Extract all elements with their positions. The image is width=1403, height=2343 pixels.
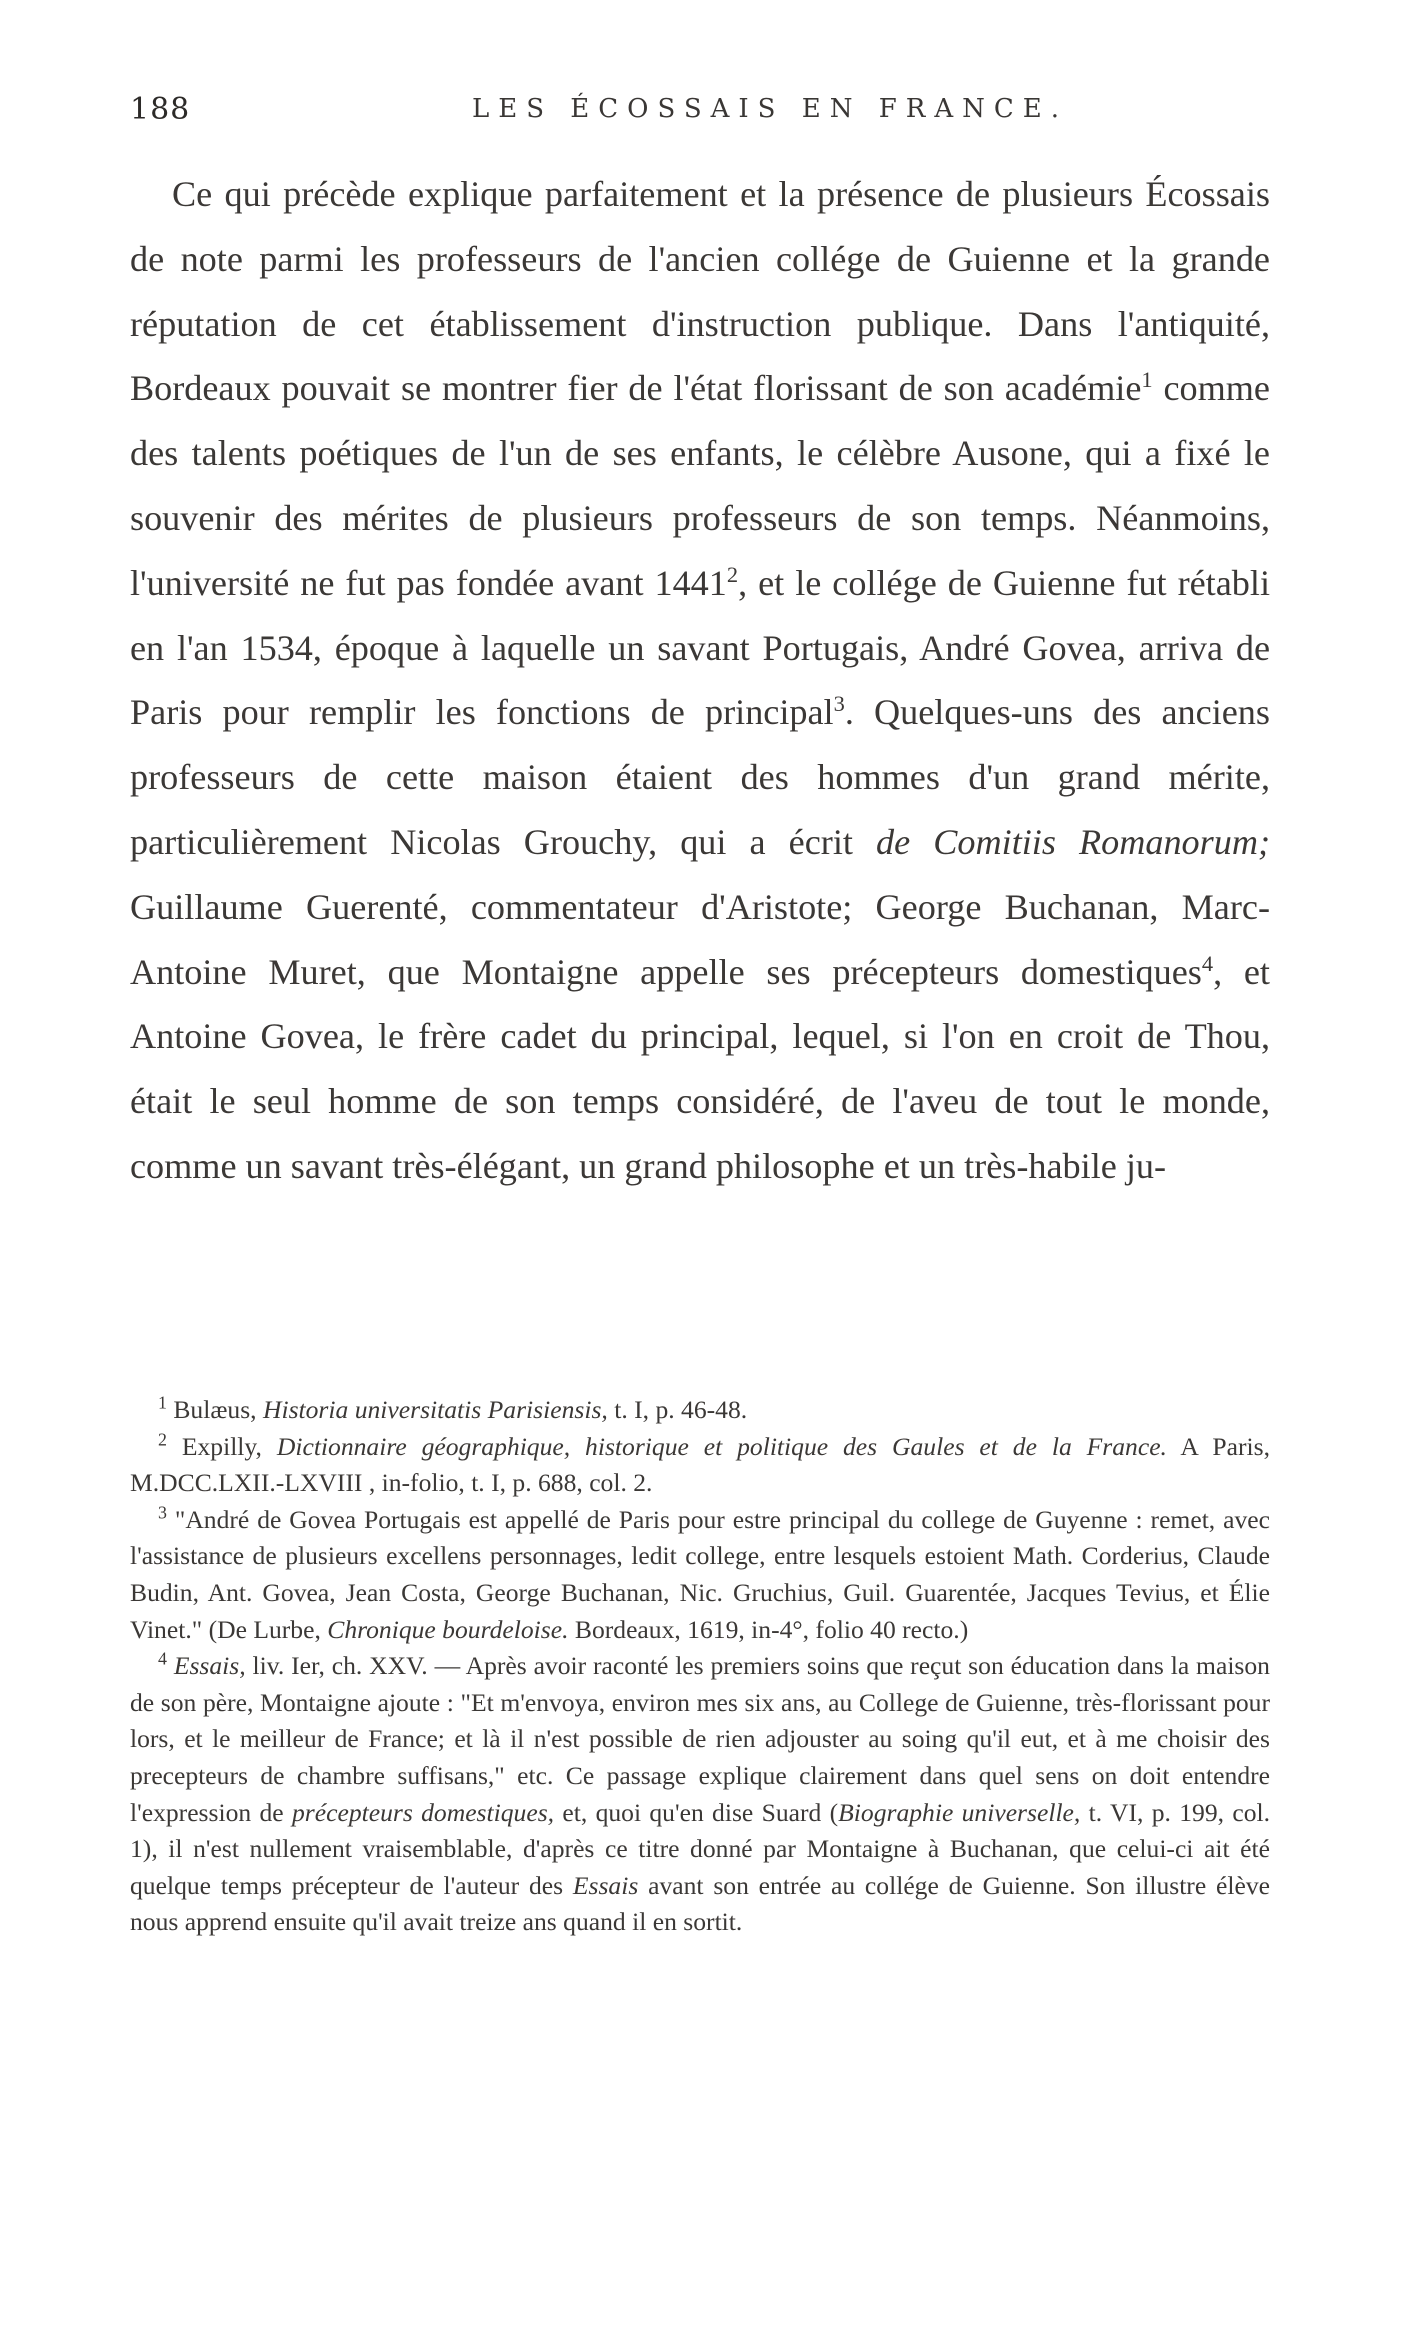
text-run: A Paris, M.DCC.LXII.-LXVIII , in-folio, t. I, p. 688, col. 2. xyxy=(130,1431,1270,1498)
footnote-marker-2: 2 xyxy=(726,561,739,587)
text-run: Bordeaux, 1619, in-4°, folio 40 recto.) xyxy=(568,1614,969,1644)
citation-italic: précepteurs domestiques, xyxy=(291,1797,555,1827)
footnote-number: 1 xyxy=(158,1392,167,1413)
text-run: comme des talents poétiques de l'un de ses enfants, le célèbre Ausone, qui a fixé le souvenir des mérites de plusieurs professeurs de son temps. Néanmoins, l'université ne fut pas fondée avant 1441 xyxy=(130,368,1270,603)
footnote-number: 4 xyxy=(158,1648,167,1669)
footnote-number: 2 xyxy=(158,1429,167,1450)
footnotes xyxy=(130,1392,1270,1941)
text-run: Guillaume Guerenté, commentateur d'Aristote; George Buchanan, Marc-Antoine Muret, que Montaigne appelle ses précepteurs domestiques xyxy=(130,886,1270,992)
running-title: LES ÉCOSSAIS EN FRANCE. xyxy=(471,94,1069,124)
citation-italic: Dictionnaire géographique, historique et politique des Gaules et de la France. xyxy=(276,1431,1167,1461)
text-run: , et Antoine Govea, le frère cadet du principal, lequel, si l'on en croit de Thou, était le seul homme de son temps considéré, de l'aveu de tout le monde, comme un savant très-élégant, un grand philosophe et un très-habile ju- xyxy=(130,951,1270,1186)
paragraph xyxy=(130,162,1270,1199)
footnote-number: 3 xyxy=(158,1502,167,1523)
text-run: Expilly, xyxy=(181,1431,277,1461)
text-run: avant son entrée au collége de Guienne. Son illustre élève nous apprend ensuite qu'il avait treize ans quand il en sortit. xyxy=(130,1870,1270,1937)
citation-italic: Biographie universelle, xyxy=(838,1797,1081,1827)
footnote-2 xyxy=(130,1429,1270,1502)
citation-italic: Historia universitatis Parisiensis, xyxy=(262,1395,608,1424)
citation-italic: Essais, xyxy=(173,1651,246,1681)
footnote-3 xyxy=(130,1502,1270,1648)
page-header xyxy=(130,92,1270,142)
page-number: 188 xyxy=(130,92,191,127)
book-title-italic: de Comitiis Romanorum; xyxy=(876,821,1270,862)
text-run: et, quoi qu'en dise Suard ( xyxy=(554,1797,839,1827)
footnote-marker-3: 3 xyxy=(833,691,845,717)
footnote-1 xyxy=(130,1392,1270,1429)
citation-italic: Essais xyxy=(572,1870,639,1900)
text-run: t. I, p. 46-48. xyxy=(607,1395,748,1424)
footnote-4 xyxy=(130,1648,1270,1941)
text-run: . Quelques-uns des anciens professeurs de cette maison étaient des hommes d'un grand mérite, particulièrement Nicolas Grouchy, qui a écrit xyxy=(130,692,1270,862)
footnote-marker-1: 1 xyxy=(1141,367,1153,393)
main-text xyxy=(130,162,1270,1199)
text-run: liv. Ier, ch. XXV. — Après avoir raconté les premiers soins que reçut son éducation dans la maison de son père, Montaigne ajoute : "Et m'envoya, environ mes six ans, au College de Guienne, très-florissant pour lors, et le meilleur de France; et là il n'est possible de rien adjouster au soing qu'il eut, et à me choisir des precepteurs de chambre suffisans," etc. Ce passage explique clairement dans quel sens on doit entendre l'expression de xyxy=(130,1651,1270,1827)
footnote-marker-4: 4 xyxy=(1201,950,1214,976)
text-run: "André de Govea Portugais est appellé de Paris pour estre principal du college de Guyenne : remet, avec l'assistance de plusieurs excellens personnages, ledit college, entre lesquels estoient Math. Corderius, Claude Budin, Ant. Govea, Jean Costa, George Buchanan, Nic. Gruchius, Guil. Guarentée, Jacques Tevius, et Élie Vinet." (De Lurbe, xyxy=(130,1504,1270,1644)
text-run: t. VI, p. 199, col. 1), il n'est nullement vraisemblable, d'après ce titre donné par Montaigne à Buchanan, que celui-ci ait été quelque temps précepteur de l'auteur des xyxy=(130,1797,1271,1900)
text-run: Ce qui précède explique parfaitement et la présence de plusieurs Écossais de note parmi les professeurs de l'ancien collége de Guienne et la grande réputation de cet établissement d'instruction publique. Dans l'antiquité, Bordeaux pouvait se montrer fier de l'état florissant de son académie xyxy=(130,174,1270,409)
text-run: Bulæus, xyxy=(173,1395,263,1424)
citation-italic: Chronique bourdeloise. xyxy=(327,1614,569,1644)
text-run: , et le collége de Guienne fut rétabli en l'an 1534, époque à laquelle un savant Portugais, André Govea, arriva de Paris pour remplir les fonctions de principal xyxy=(130,562,1271,733)
